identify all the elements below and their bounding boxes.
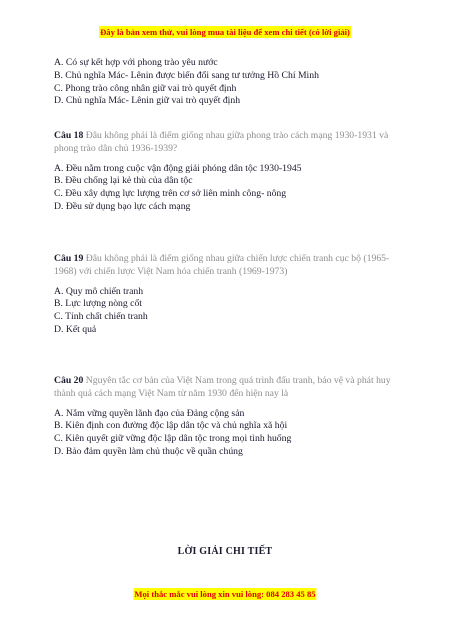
answer-option: C. Đều xây dựng lực lượng trên cơ sở liên minh công- nông [54,188,287,200]
question-text: Đâu không phải là điểm giống nhau giữa phong trào cách mạng 1930-1931 và phong trào dân chủ 1936-1939? [54,130,389,154]
answer-option: D. Chủ nghĩa Mác- Lênin giữ vai trò quyết định [54,95,241,107]
question-text: Nguyên tắc cơ bản của Việt Nam trong quá trình đấu tranh, bảo vệ và phát huy thành quả cách mạng Việt Nam từ năm 1930 đến hiện nay là [54,375,391,399]
question-number: Câu 20 [54,375,84,386]
question-number: Câu 18 [54,130,84,141]
answer-option: C. Kiên quyết giữ vững độc lập dân tộc trong mọi tình huống [54,433,292,445]
preview-notice-banner: Đây là bản xem thử, vui lòng mua tài liệu để xem chi tiết (có lời giải) [100,27,350,37]
answer-option: A. Nắm vững quyền lãnh đạo của Đảng cộng sản [54,407,245,419]
question-18 [54,130,396,214]
question-19 [54,253,396,337]
answer-option: B. Lực lượng nòng cốt [54,298,143,310]
detailed-solution-heading: LỜI GIẢI CHI TIẾT [177,546,273,557]
answer-option: A. Có sự kết hợp với phong trào yêu nước [54,57,218,68]
contact-footer-banner: Mọi thắc mắc vui lòng xin vui lòng: 084 283 45 85 [134,589,316,599]
answer-option: A. Quy mô chiến tranh [54,285,144,297]
question-20 [54,375,396,459]
answer-option: C. Tính chất chiến tranh [54,311,148,323]
question-text: Đâu không phải là điểm giống nhau giữa chiến lược chiến tranh cục bộ (1965-1968) với chiến lược Việt Nam hóa chiến tranh (1969-1973) [54,253,390,277]
answer-option: B. Kiên định con đường độc lập dân tộc và chủ nghĩa xã hội [54,420,288,432]
answer-option: B. Chủ nghĩa Mác- Lênin được biến đổi sang tư tưởng Hồ Chí Minh [54,69,319,81]
answer-option: D. Bảo đảm quyền làm chủ thuộc về quần chúng [54,445,243,457]
answer-option: B. Đều chống lại kẻ thù của dân tộc [54,175,193,187]
question-stem [54,375,396,401]
question-number: Câu 19 [54,253,84,264]
question-stem [54,130,396,156]
question-stem [54,253,396,279]
answer-option: A. Đều nằm trong cuộc vận động giải phóng dân tộc 1930-1945 [54,162,302,174]
answer-option: C. Phong trào công nhân giữ vai trò quyết định [54,82,237,94]
answer-option: D. Đều sử dụng bạo lực cách mạng [54,200,191,212]
previous-question-options [54,57,396,108]
answer-option: D. Kết quả [54,323,97,335]
